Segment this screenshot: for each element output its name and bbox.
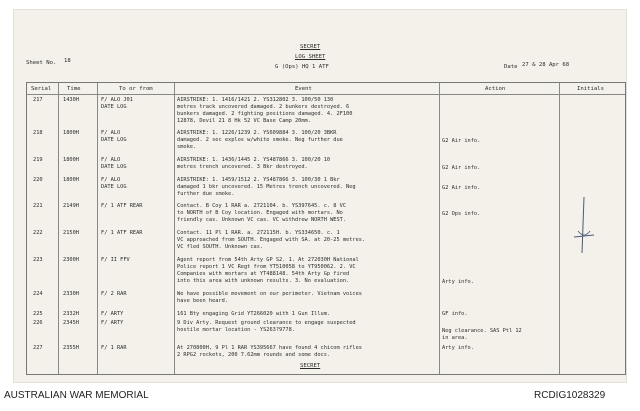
col-time-header: Time: [67, 86, 81, 92]
pencil-mark-icon: [554, 195, 624, 255]
log-sheet-page: [14, 10, 626, 382]
sheet-no-value: 18: [64, 58, 71, 64]
col-action-header: Action: [485, 86, 506, 92]
footer-institution: AUSTRALIAN WAR MEMORIAL: [4, 390, 149, 401]
col-initials-header: Initials: [577, 86, 604, 92]
classification-top: SECRET: [300, 44, 321, 50]
col-serial-header: Serial: [31, 86, 52, 92]
date-label: Date: [504, 64, 518, 70]
classification-bottom: SECRET: [300, 363, 321, 369]
col-event-header: Event: [295, 86, 312, 92]
unit-name: G (Ops) HQ 1 ATF: [275, 64, 329, 70]
log-table: Serial Time To or from Event Action Initials 217 1430H F/ ALO J01 DATE LOG AIRSTRIKE: 1. 1416/1421 2. YS312802 3. 100/50 130 metres track uncovered damaged. 2 bunkers destroyed. 6 bunkers damaged. 2 fighting positions damaged. 4. 2F100 12878, Devil 21 8 Hk 52 VC Base Camp 20mm. 218 1800H F/ ALO DATE LOG AIRSTRIKE: 1. 1226/1239 2. YS609884 3. 100/20 3BKR damaged. 2 sec explos w/white smoke. Neg further due smoke. G2 Air info. 219 1800H F/ ALO DATE LOG AIRSTRIKE: 1. 1436/1445 2. YS487866 3. 100/20 10 metres trench uncovered. 3 Bkr destroyed. G2 Air info. 220 1800H F/ ALO DATE LOG AIRSTRIKE: 1. 1459/1512 2. YS487866 3. 100/30 1 Bkr damaged 1 bkr uncovered. 15 Metres trench uncovered. Neg further due smoke. G2 Air info. 221 2149H F/ 1 ATF REAR Contact. B Coy 1 RAR a. 2721104. b. YS397645. c. 8 VC to NORTH of B Coy location. Engaged with mortars. No friendly cas. Unknown VC cas. VC withdrew NORTH WEST. G2 Ops info. 222 2150H F/ 1 ATF REAR Contact. 11 Pl 1 RAR. a. 272115H. b. YS334650. c. 1 VC approached from SOUTH. Engaged with SA. at 20-25 metres. VC fled SOUTH. Unknown cas. 223 2300H F/ II FFV Agent report from 54th Arty GP S2. 1. At 272030H National Police report 1 VC Regt from YT510058 to YT950062. 2. VC Companies with mortars at YT488148. 54th Arty Gp fired into this area with unknown results. 3. No evaluation. Arty info. 224 2330H F/ 2 RAR We have possible movement on our perimeter. Vietnam voices have been heard. 225 2332H F/ ARTY 161 Bty engaging Grid YT266020 with 1 Gun Illum. GF info. 226 2345H F/ ARTY 9 Div Arty. Request ground clearance to engage suspected hostile mortar location - YS263?9778. Neg clearance. SAS Ptl 12 in area. 227 2355H F/ 1 RAR At 270800H, 9 Pl 1 RAR YS395667 have found 4 chicom rifles 2 RPG2 rockets, 200 7.62mm rounds and some docs. Arty info.: [26, 82, 626, 375]
sheet-no-label: Sheet No.: [26, 60, 57, 66]
footer-reference: RCDIG1028329: [534, 390, 606, 401]
col-from-header: To or from: [119, 86, 153, 92]
sheet-title: LOG SHEET: [295, 54, 326, 60]
date-value: 27 & 28 Apr 68: [522, 62, 570, 68]
